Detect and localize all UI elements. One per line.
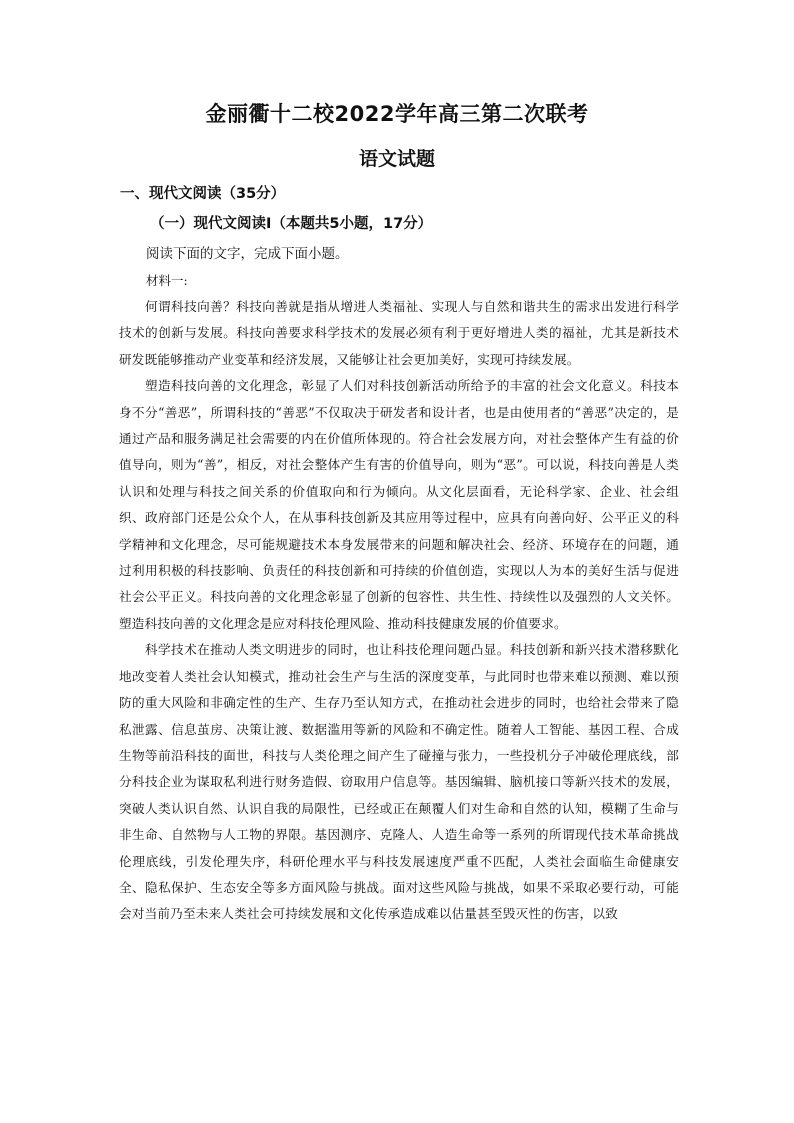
exam-title: 金丽衢十二校2022学年高三第二次联考	[205, 102, 589, 126]
section-heading: 一、现代文阅读（35分）	[120, 186, 286, 202]
material-label: 材料一:	[146, 273, 188, 288]
paragraph-1: 何谓科技向善？科技向善就是指从增进人类福祉、实现人与自然和谐共生的需求出发进行科学技术的创新与发展。科技向善要求科学技术的发展必须有利于更好增进人类的福祉，尤其是新技术研发既能够推动产业变革和经济发展，又能够让社会更加美好，实现可持续发展。	[119, 299, 679, 367]
passage-body	[119, 294, 679, 928]
subsection-heading: （一）现代文阅读Ⅰ（本题共5小题，17分）	[150, 216, 433, 232]
paragraph-2: 塑造科技向善的文化理念，彰显了人们对科技创新活动所给予的丰富的社会文化意义。科技本身不分“善恶”，所谓科技的“善恶”不仅取决于研发者和设计者，也是由使用者的“善恶”决定的，是通过产品和服务满足社会需要的内在价值所体现的。符合社会发展方向，对社会整体产生有益的价值导向，则为“善”，相反，对社会整体产生有害的价值导向，则为“恶”。可以说，科技向善是人类认识和处理与科技之间关系的价值取向和行为倾向。从文化层面看，无论科学家、企业、社会组织、政府部门还是公众个人，在从事科技创新及其应用等过程中，应具有向善向好、公平正义的科学精神和文化理念，尽可能规避技术本身发展带来的问题和解决社会、经济、环境存在的问题，通过利用积极的科技影响、负责任的科技创新和可持续的价值创造，实现以人为本的美好生活与促进社会公平正义。科技向善的文化理念彰显了创新的包容性、共生性、持续性以及强烈的人文关怀。塑造科技向善的文化理念是应对科技伦理风险、推动科技健康发展的价值要求。	[119, 378, 679, 631]
paragraph-3: 科学技术在推动人类文明进步的同时，也让科技伦理问题凸显。科技创新和新兴技术潜移默化地改变着人类社会认知模式，推动社会生产与生活的深度变革，与此同时也带来难以预测、难以预防的重大风险和非确定性的生产、生存乃至认知方式，在推动社会进步的同时，也给社会带来了隐私泄露、信息茧房、决策让渡、数据滥用等新的风险和不确定性。随着人工智能、基因工程、合成生物等前沿科技的面世，科技与人类伦理之间产生了碰撞与张力，一些投机分子冲破伦理底线，部分科技企业为谋取私利进行财务造假、窃取用户信息等。基因编辑、脑机接口等新兴技术的发展，突破人类认识自然、认识自我的局限性，已经或正在颠覆人们对生命和自然的认知，模糊了生命与非生命、自然物与人工物的界限。基因测序、克隆人、人造生命等一系列的所谓现代技术革命挑战伦理底线，引发伦理失序，科研伦理水平与科技发展速度严重不匹配，人类社会面临生命健康安全、隐私保护、生态安全等多方面风险与挑战。面对这些风险与挑战，如果不采取必要行动，可能会对当前乃至未来人类社会可持续发展和文化传承造成难以估量甚至毁灭性的伤害，以致	[119, 642, 679, 922]
exam-subtitle: 语文试题	[358, 148, 435, 170]
reading-instruction: 阅读下面的文字，完成下面小题。	[146, 246, 349, 262]
